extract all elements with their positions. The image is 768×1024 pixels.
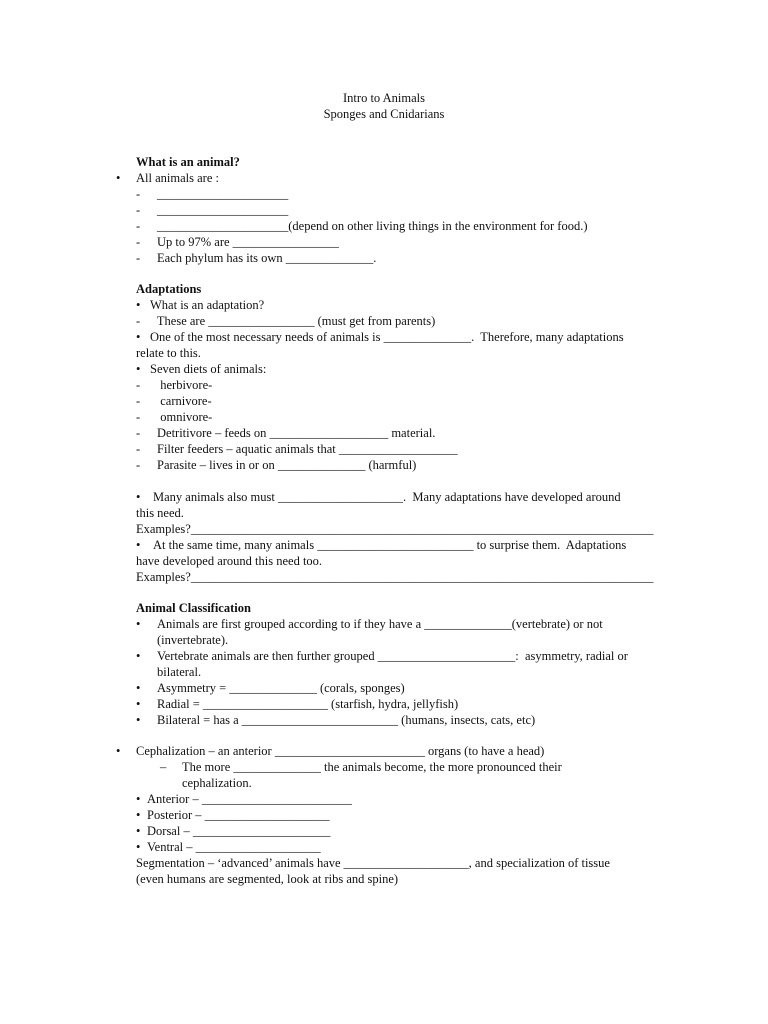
text-line: All animals are : [136,171,219,185]
text-line: Anterior – ________________________ [147,792,352,806]
text-line: Segmentation – ‘advanced’ animals have ____________________, and specialization of tissue [136,856,610,870]
examples-line: Examples?__________________________________________________________________________ [136,570,654,584]
text-line: Vertebrate animals are then further grouped ______________________: asymmetry, radial or [157,649,628,663]
text-line: Bilateral = has a _________________________ (humans, insects, cats, etc) [157,713,536,727]
dash-marker: - [136,458,141,472]
text-line: Seven diets of animals: [150,362,267,376]
text-line: What is an adaptation? [150,298,265,312]
text-line: The more ______________ the animals become, the more pronounced their [182,760,562,774]
bullet-marker: • [136,808,141,822]
bullet-marker: • [136,362,141,376]
text-line: carnivore- [154,394,212,408]
text-line: Up to 97% are _________________ [157,235,339,249]
bullet-marker: • [136,649,141,663]
text-line: Parasite – lives in or on ______________ (harmful) [157,458,417,472]
text-line: cephalization. [182,776,252,790]
dash-marker: - [136,251,141,265]
blank-line: _____________________ [157,203,289,217]
dash-marker: - [136,235,141,249]
bullet-marker: • [136,330,141,344]
text-line: omnivore- [154,410,213,424]
document-title: Intro to Animals [343,91,425,105]
bullet-marker: • [136,617,141,631]
bullet-marker: • [116,171,121,185]
dash-marker: - [136,442,141,456]
text-line: Detritivore – feeds on ___________________ material. [157,426,436,440]
text-line: One of the most necessary needs of animals is ______________. Therefore, many adaptations [150,330,624,344]
bullet-marker: • [136,792,141,806]
dash-marker: - [136,410,141,424]
text-line: (even humans are segmented, look at ribs and spine) [136,872,399,886]
bullet-marker: • [136,681,141,695]
text-line: bilateral. [157,665,202,679]
text-line: this need. [136,506,184,520]
text-line: herbivore- [154,378,213,392]
text-line: relate to this. [136,346,201,360]
bullet-marker: • [136,538,141,552]
text-line: Dorsal – ______________________ [147,824,331,838]
text-line: These are _________________ (must get from parents) [154,314,436,328]
text-line: Animals are first grouped according to if they have a ______________(vertebrate) or not [157,617,603,631]
text-line: Each phylum has its own ______________. [157,251,377,265]
section-heading-animal-classification: Animal Classification [136,601,251,615]
bullet-marker: • [136,840,141,854]
bullet-marker: • [136,697,141,711]
bullet-marker: • [136,824,141,838]
section-heading-what-is-an-animal: What is an animal? [136,155,240,169]
text-line: Ventral – ____________________ [147,840,321,854]
dash-marker: - [136,394,141,408]
dash-marker: - [136,426,141,440]
bullet-marker: • [116,744,121,758]
dash-marker: - [136,203,141,217]
section-heading-adaptations: Adaptations [136,282,202,296]
blank-line: _____________________ [157,187,289,201]
dash-marker: - [136,314,141,328]
text-line: Posterior – ____________________ [147,808,330,822]
examples-line: Examples?__________________________________________________________________________ [136,522,654,536]
dash-marker: - [136,219,141,233]
text-line: have developed around this need too. [136,554,323,568]
bullet-marker: • [136,490,141,504]
text-line: Radial = ____________________ (starfish, hydra, jellyfish) [157,697,459,711]
dash-marker: - [136,187,141,201]
bullet-marker: • [136,298,141,312]
text-line: Cephalization – an anterior ________________________ organs (to have a head) [136,744,545,758]
endash-marker: – [160,760,167,774]
text-line: At the same time, many animals _________________________ to surprise them. Adaptations [153,538,627,552]
bullet-marker: • [136,713,141,727]
text-line: _____________________(depend on other living things in the environment for food.) [157,219,588,233]
dash-marker: - [136,378,141,392]
text-line: (invertebrate). [157,633,229,647]
text-line: Filter feeders – aquatic animals that ___________________ [157,442,458,456]
document-subtitle: Sponges and Cnidarians [323,107,445,121]
text-line: Many animals also must ____________________. Many adaptations have developed around [153,490,621,504]
text-line: Asymmetry = ______________ (corals, sponges) [157,681,405,695]
